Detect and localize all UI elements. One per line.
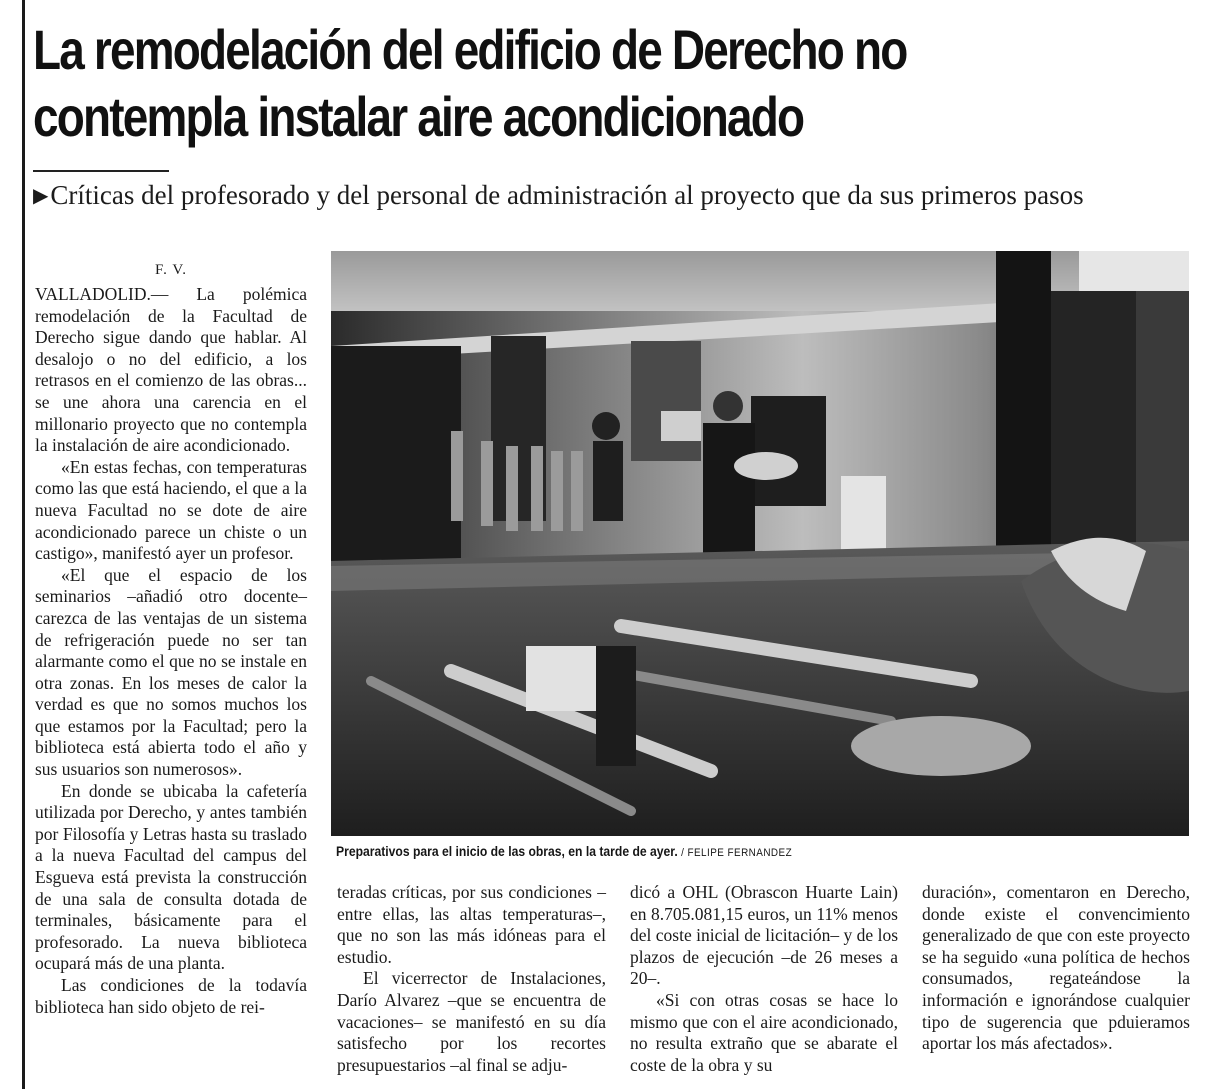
photo-caption	[336, 844, 792, 859]
paragraph: «Si con otras cosas se hace lo mismo que con el aire acondicionado, no resulta extraño que se abarate el coste de la obra y su	[630, 989, 898, 1075]
article-column-1	[35, 261, 307, 1018]
article-column-3	[630, 882, 898, 1076]
headline	[33, 16, 1005, 150]
paragraph: teradas críticas, por sus condiciones –entre ellas, las altas temperaturas–, que no son las más idóneas para el estudio.	[337, 882, 606, 967]
article-column-4	[922, 882, 1190, 1055]
photo-credit: / FELIPE FERNANDEZ	[681, 847, 793, 859]
headline-rule	[33, 170, 169, 172]
headline-line-1: La remodelación del edificio de Derecho no	[33, 18, 907, 81]
paragraph: Las condiciones de la todavía biblioteca han sido objeto de rei-	[35, 975, 307, 1017]
caption-text: Preparativos para el inicio de las obras, en la tarde de ayer.	[336, 844, 678, 859]
paragraph: «El que el espacio de los seminarios –añadió otro docente– carezca de las ventajas de un sistema de refrigeración puede no ser tan alarmante como el que no se instale en otra zonas. En los meses de calor la verdad es que no somos muchos los que estamos por la Facultad; pero la biblioteca está abierta todo el año y sus usuarios son numerosos».	[35, 564, 307, 780]
paragraph: VALLADOLID.— La polémica remodelación de la Facultad de Derecho sigue dando que hablar. Al desalojo o no del edificio, a los retrasos en el comienzo de las obras... se une ahora una carencia en el millonario proyecto que no contempla la instalación de aire acondicionado.	[35, 284, 307, 456]
page-frame-line	[22, 0, 25, 1089]
paragraph: En donde se ubicaba la cafetería utilizada por Derecho, y antes también por Filosofía y Letras hasta su traslado a la nueva Facultad del campus del Esgueva está prevista la construcción de una sala de consulta dotada de terminales, básicamente para el profesorado. La nueva biblioteca ocupará más de una planta.	[35, 780, 307, 974]
subheadline	[33, 178, 1084, 214]
paragraph: dicó a OHL (Obrascon Huarte Lain) en 8.705.081,15 euros, un 11% menos del coste inicial de licitación– y de los plazos de ejecución –de 26 meses a 20–.	[630, 882, 898, 989]
paragraph: duración», comentaron en Derecho, donde existe el convencimiento generalizado de que con este proyecto se ha seguido «una política de hechos consumados, regateándose la información e ignorándose cualquier tipo de sugerencia que pduieramos aportar los más afectados».	[922, 882, 1190, 1054]
headline-line-2: contempla instalar aire acondicionado	[33, 85, 804, 149]
paragraph: «En estas fechas, con temperaturas como las que está haciendo, el que a la nueva Facultad no se dote de aire acondicionado parece un chiste o un castigo», manifestó ayer un profesor.	[35, 456, 307, 564]
subheadline-text: Críticas del profesorado y del personal de administración al proyecto que da sus primeros pasos	[50, 180, 1084, 210]
paragraph: El vicerrector de Instalaciones, Darío Alvarez –que se encuentra de vacaciones– se manifestó en su día satisfecho por los recortes presupuestarios –al final se adju-	[337, 968, 606, 1075]
triangle-bullet-icon: ▶	[33, 183, 49, 207]
article-column-2	[337, 882, 606, 1076]
byline: F. V.	[154, 262, 188, 278]
construction-photo	[331, 251, 1189, 836]
